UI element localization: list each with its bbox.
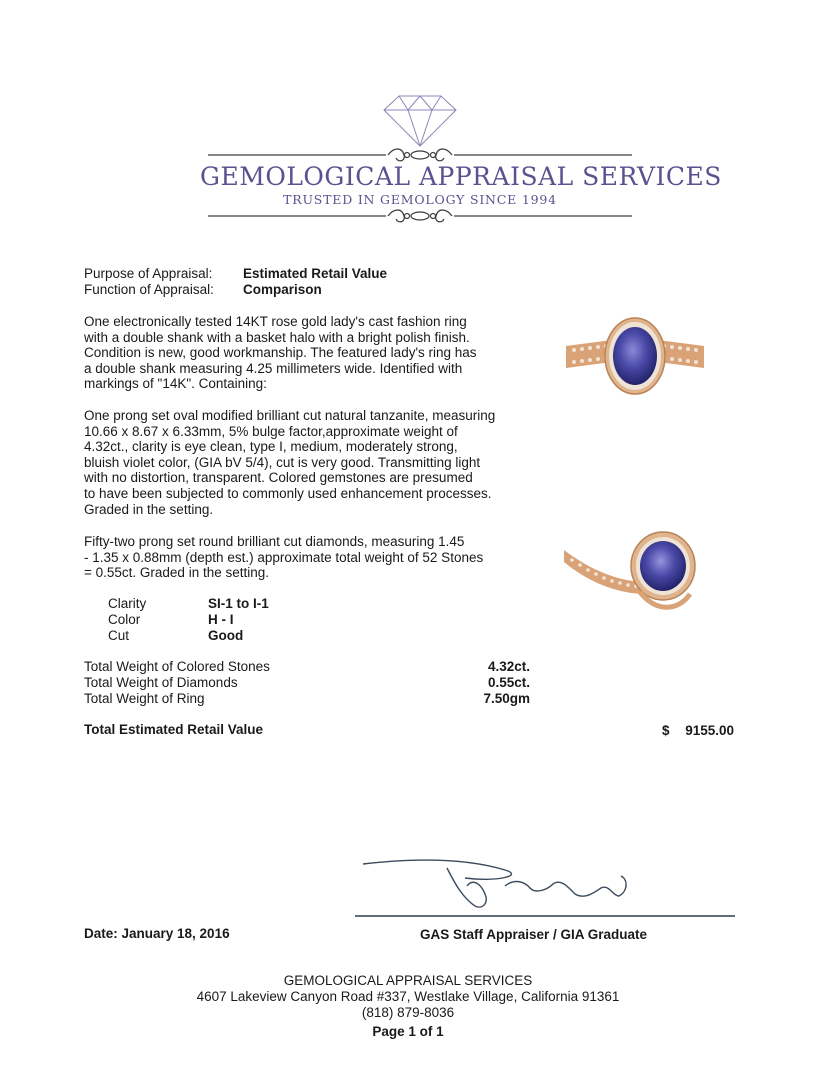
page-number: Page 1 of 1 <box>372 1024 444 1039</box>
total-amount: 9155.00 <box>685 723 734 738</box>
company-name: GEMOLOGICAL APPRAISAL SERVICES <box>200 162 722 191</box>
description-line: One prong set oval modified brilliant cut natural tanzanite, measuring <box>84 408 496 423</box>
diamond-description <box>84 534 524 581</box>
appraisal-date: Date: January 18, 2016 <box>84 926 230 941</box>
company-logo <box>200 88 722 228</box>
description-line: Graded in the setting. <box>84 501 214 517</box>
grading-value: Good <box>208 628 244 643</box>
purpose-value: Estimated Retail Value <box>243 266 388 281</box>
description-line: 4.32ct., clarity is eye clean, type I, medium, moderately strong, <box>84 439 458 455</box>
appraiser-title: GAS Staff Appraiser / GIA Graduate <box>420 927 648 942</box>
grading-value: H - I <box>208 612 234 627</box>
description-line: = 0.55ct. Graded in the setting. <box>84 565 269 581</box>
description-line: One electronically tested 14KT rose gold lady's cast fashion ring <box>84 314 467 329</box>
weight-label: Total Weight of Diamonds <box>84 675 238 690</box>
total-currency: $ <box>662 723 670 738</box>
tanzanite-description <box>84 408 524 517</box>
description-line: Condition is new, good workmanship. The featured lady's ring has <box>84 345 477 361</box>
description-line: markings of "14K". Containing: <box>84 376 267 392</box>
ring-top-view-photo <box>560 306 710 410</box>
description-line: with a double shank with a basket halo with a bright polish finish. <box>84 329 470 345</box>
function-value: Comparison <box>243 282 322 297</box>
description-line: with no distortion, transparent. Colored gemstones are presumed <box>84 470 473 486</box>
footer-phone: (818) 879-8036 <box>361 1005 455 1020</box>
signature-image <box>355 854 740 924</box>
weight-value: 4.32ct. <box>487 659 530 674</box>
weight-value: 0.55ct. <box>487 675 530 690</box>
description-line: 10.66 x 8.67 x 6.33mm, 5% bulge factor,approximate weight of <box>84 423 458 439</box>
function-label: Function of Appraisal: <box>84 282 214 297</box>
total-label: Total Estimated Retail Value <box>84 722 264 737</box>
ring-description <box>84 314 524 392</box>
ring-angle-view-photo <box>560 520 710 624</box>
weight-value: 7.50gm <box>483 691 530 706</box>
grading-label: Color <box>108 612 141 627</box>
footer-company: GEMOLOGICAL APPRAISAL SERVICES <box>283 973 533 988</box>
diamond-icon <box>200 88 722 228</box>
weight-label: Total Weight of Ring <box>84 691 205 706</box>
description-line: bluish violet color, (GIA bV 5/4), cut is very good. Transmitting light <box>84 454 481 470</box>
description-line: - 1.35 x 0.88mm (depth est.) approximate total weight of 52 Stones <box>84 549 484 565</box>
grading-label: Cut <box>108 628 130 643</box>
grading-label: Clarity <box>108 596 147 611</box>
company-tagline: TRUSTED IN GEMOLOGY SINCE 1994 <box>283 192 557 207</box>
grading-value: SI-1 to I-1 <box>208 596 269 611</box>
purpose-label: Purpose of Appraisal: <box>84 266 213 281</box>
description-line: to have been subjected to commonly used enhancement processes. <box>84 485 492 501</box>
description-line: a double shank measuring 4.25 millimeters wide. Identified with <box>84 360 463 376</box>
weight-label: Total Weight of Colored Stones <box>84 659 270 674</box>
footer-address: 4607 Lakeview Canyon Road #337, Westlake Village, California 91361 <box>196 989 620 1004</box>
description-line: Fifty-two prong set round brilliant cut diamonds, measuring 1.45 <box>84 534 465 549</box>
